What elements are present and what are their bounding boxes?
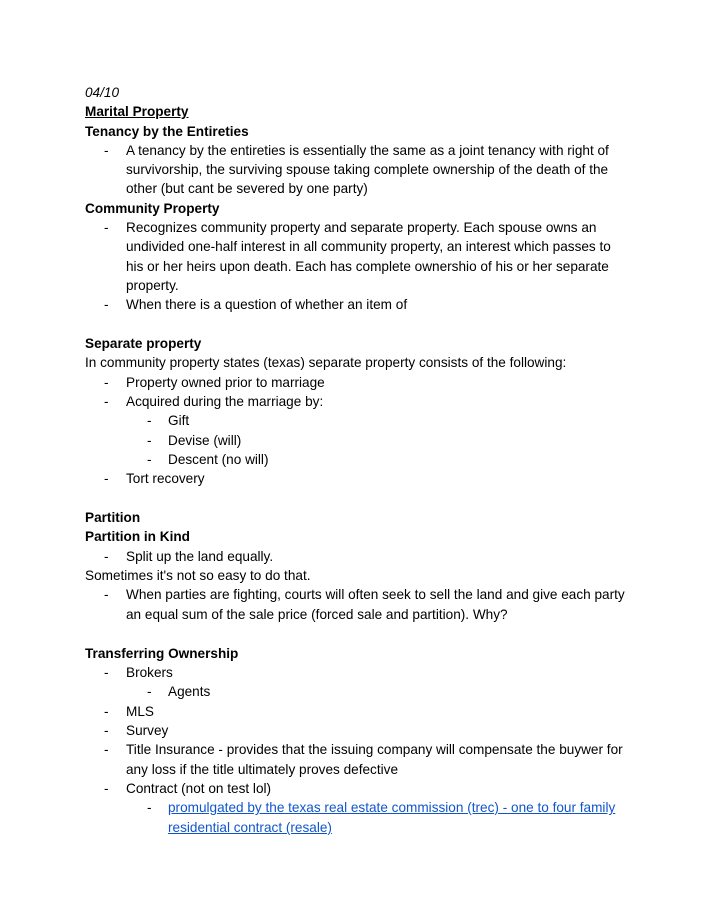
transfer-agents: Agents [168, 684, 211, 699]
bullet-dash: - [147, 800, 152, 815]
community-bullet-2: When there is a question of whether an item of [126, 297, 408, 312]
bullet-dash: - [147, 413, 152, 428]
separate-item-3: Tort recovery [126, 471, 205, 486]
separate-intro: In community property states (texas) separate property consists of the following: [85, 355, 567, 370]
title-insurance-line-2: any loss if the title ultimately proves defective [126, 762, 399, 777]
separate-subitem-2: Devise (will) [168, 433, 242, 448]
bullet-dash: - [104, 471, 109, 486]
partition-line-2: an equal sum of the sale price (forced sale and partition). Why? [126, 607, 508, 622]
bullet-dash: - [104, 549, 109, 564]
partition-line-1: When parties are fighting, courts will often seek to sell the land and give each party [126, 587, 625, 602]
partition-heading: Partition [85, 510, 141, 525]
bullet-dash: - [104, 742, 109, 757]
transfer-brokers: Brokers [126, 665, 173, 680]
bullet-dash: - [104, 723, 109, 738]
bullet-dash: - [104, 704, 109, 719]
community-line-4: property. [126, 278, 179, 293]
tbe-line-3: other (but cant be severed by one party) [126, 181, 368, 196]
bullet-dash: - [104, 297, 109, 312]
separate-item-2: Acquired during the marriage by: [126, 394, 324, 409]
community-line-3: his or her heirs upon death. Each has complete ownershio of his or her separate [126, 259, 609, 274]
tbe-line-2: survivorship, the surviving spouse taking complete ownership of the death of the [126, 162, 609, 177]
separate-subitem-3: Descent (no will) [168, 452, 269, 467]
bullet-dash: - [104, 587, 109, 602]
bullet-dash: - [104, 220, 109, 235]
partition-item: Split up the land equally. [126, 549, 274, 564]
transfer-survey: Survey [126, 723, 169, 738]
community-heading: Community Property [85, 201, 220, 216]
page-title: Marital Property [85, 104, 189, 119]
bullet-dash: - [104, 394, 109, 409]
trec-contract-link-line-2[interactable]: residential contract (resale) [168, 820, 332, 835]
community-line-1: Recognizes community property and separate property. Each spouse owns an [126, 220, 597, 235]
date-line: 04/10 [85, 85, 120, 100]
trec-contract-link-line-1[interactable]: promulgated by the texas real estate commission (trec) - one to four family [168, 800, 616, 815]
tbe-heading: Tenancy by the Entireties [85, 124, 249, 139]
bullet-dash: - [104, 375, 109, 390]
bullet-dash: - [147, 433, 152, 448]
community-line-2: undivided one-half interest in all community property, an interest which passes to [126, 239, 611, 254]
separate-heading: Separate property [85, 336, 202, 351]
bullet-dash: - [147, 452, 152, 467]
partition-subheading: Partition in Kind [85, 529, 190, 544]
separate-item-1: Property owned prior to marriage [126, 375, 325, 390]
bullet-dash: - [104, 781, 109, 796]
bullet-dash: - [147, 684, 152, 699]
transfer-mls: MLS [126, 704, 154, 719]
transfer-contract: Contract (not on test lol) [126, 781, 272, 796]
partition-note: Sometimes it's not so easy to do that. [85, 568, 311, 583]
tbe-line-1: A tenancy by the entireties is essentially the same as a joint tenancy with right of [126, 143, 609, 158]
title-insurance-line-1: Title Insurance - provides that the issuing company will compensate the buywer for [126, 742, 623, 757]
separate-subitem-1: Gift [168, 413, 190, 428]
transfer-heading: Transferring Ownership [85, 646, 239, 661]
bullet-dash: - [104, 143, 109, 158]
bullet-dash: - [104, 665, 109, 680]
